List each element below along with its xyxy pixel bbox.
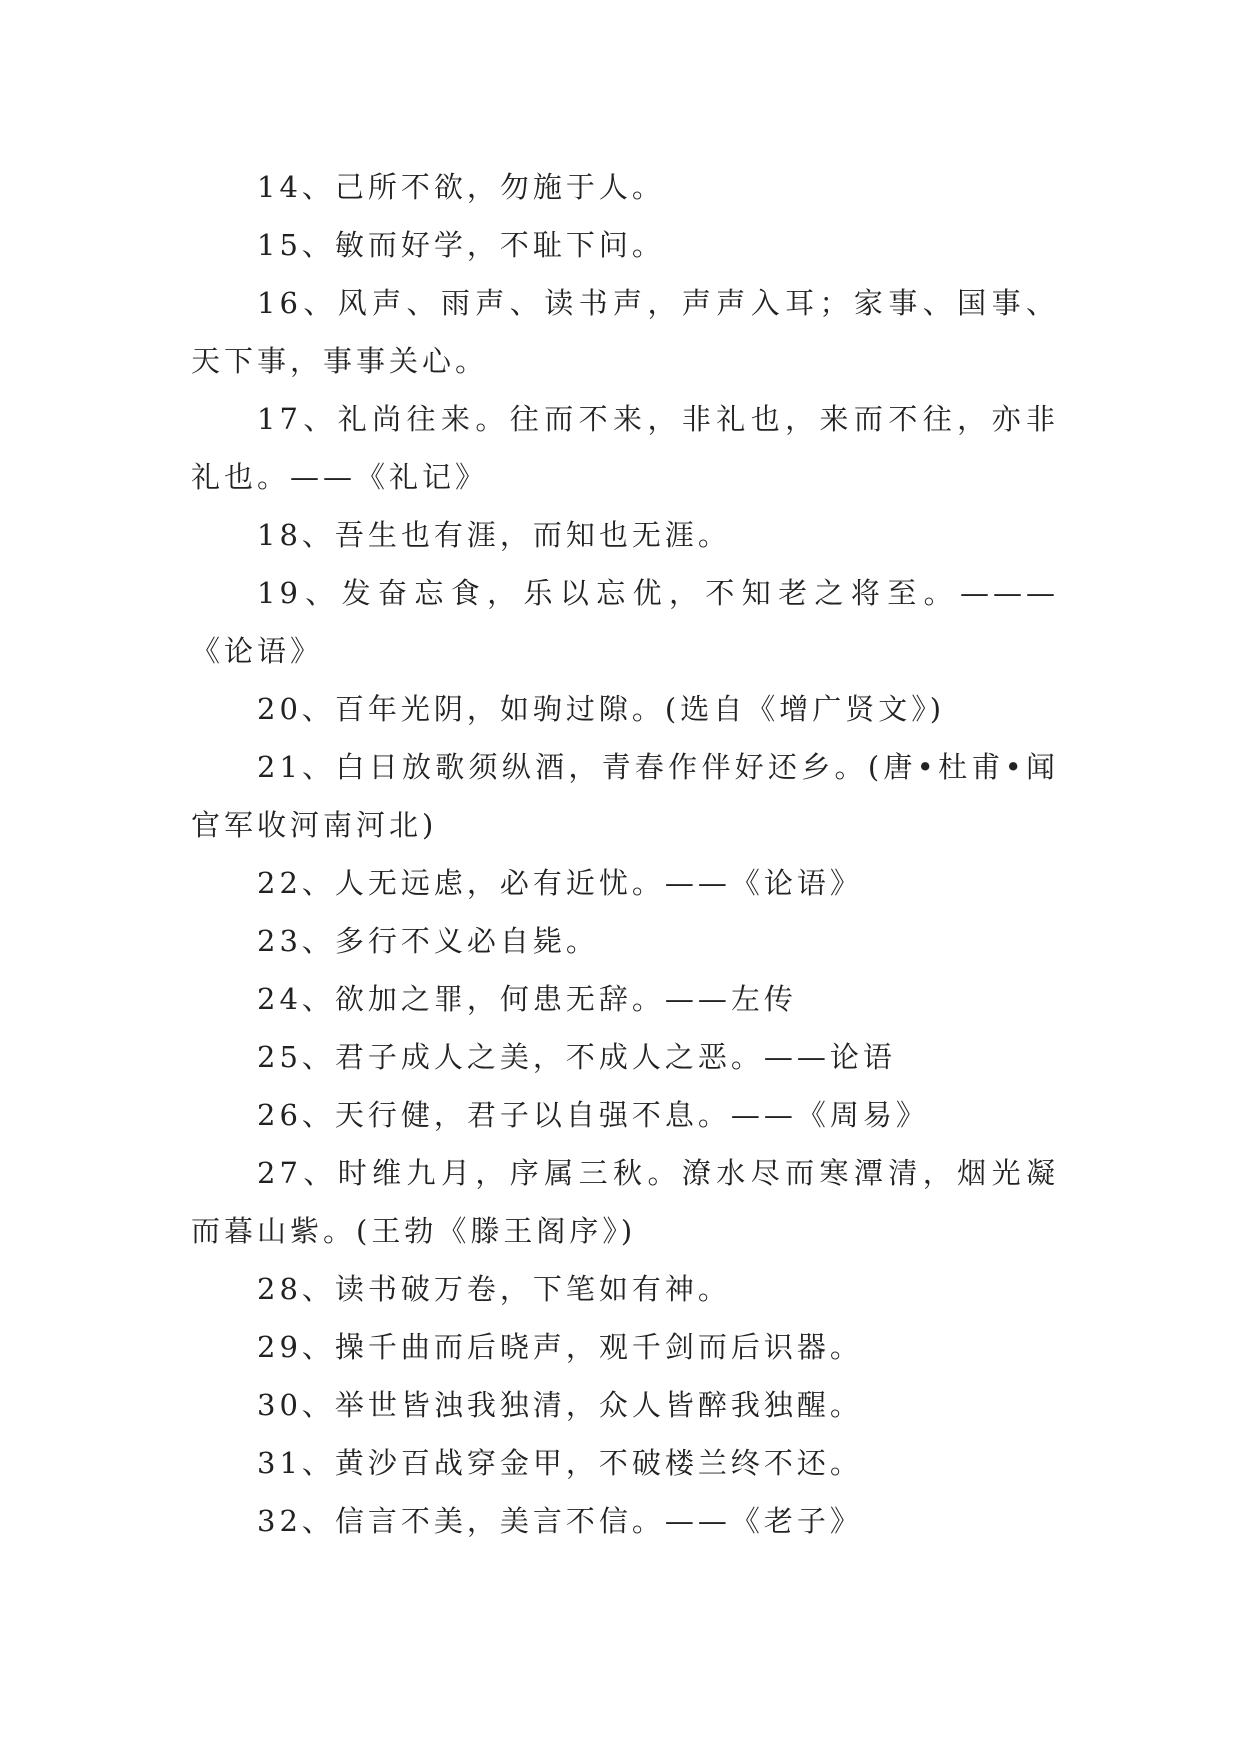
quote-15: 15、敏而好学，不耻下问。 xyxy=(257,228,665,262)
quote-21: 21、白日放歌须纵酒，青春作伴好还乡。(唐•杜甫•闻官军收河南河北) xyxy=(191,750,1059,842)
quote-30: 30、举世皆浊我独清，众人皆醉我独醒。 xyxy=(257,1388,863,1422)
quote-32: 32、信言不美，美言不信。——《老子》 xyxy=(257,1504,863,1538)
quote-16: 16、风声、雨声、读书声，声声入耳；家事、国事、天下事，事事关心。 xyxy=(191,286,1059,378)
quote-24: 24、欲加之罪，何患无辞。——左传 xyxy=(257,982,797,1016)
quote-19: 19、发奋忘食，乐以忘优，不知老之将至。———《论语》 xyxy=(191,576,1059,668)
quote-14: 14、己所不欲，勿施于人。 xyxy=(257,170,665,204)
quote-18: 18、吾生也有涯，而知也无涯。 xyxy=(257,518,731,552)
quote-28: 28、读书破万卷，下笔如有神。 xyxy=(257,1272,731,1306)
quote-23: 23、多行不义必自毙。 xyxy=(257,924,599,958)
quote-31: 31、黄沙百战穿金甲，不破楼兰终不还。 xyxy=(257,1446,863,1480)
quote-27: 27、时维九月，序属三秋。潦水尽而寒潭清，烟光凝而暮山紫。(王勃《滕王阁序》) xyxy=(191,1156,1059,1248)
quote-26: 26、天行健，君子以自强不息。——《周易》 xyxy=(257,1098,929,1132)
quote-20: 20、百年光阴，如驹过隙。(选自《增广贤文》) xyxy=(257,692,946,726)
quote-25: 25、君子成人之美，不成人之恶。——论语 xyxy=(257,1040,896,1074)
quote-29: 29、操千曲而后晓声，观千剑而后识器。 xyxy=(257,1330,863,1364)
quote-22: 22、人无远虑，必有近忧。——《论语》 xyxy=(257,866,863,900)
document-page xyxy=(191,158,1059,1550)
quote-17: 17、礼尚往来。往而不来，非礼也，来而不往，亦非礼也。——《礼记》 xyxy=(191,402,1059,494)
